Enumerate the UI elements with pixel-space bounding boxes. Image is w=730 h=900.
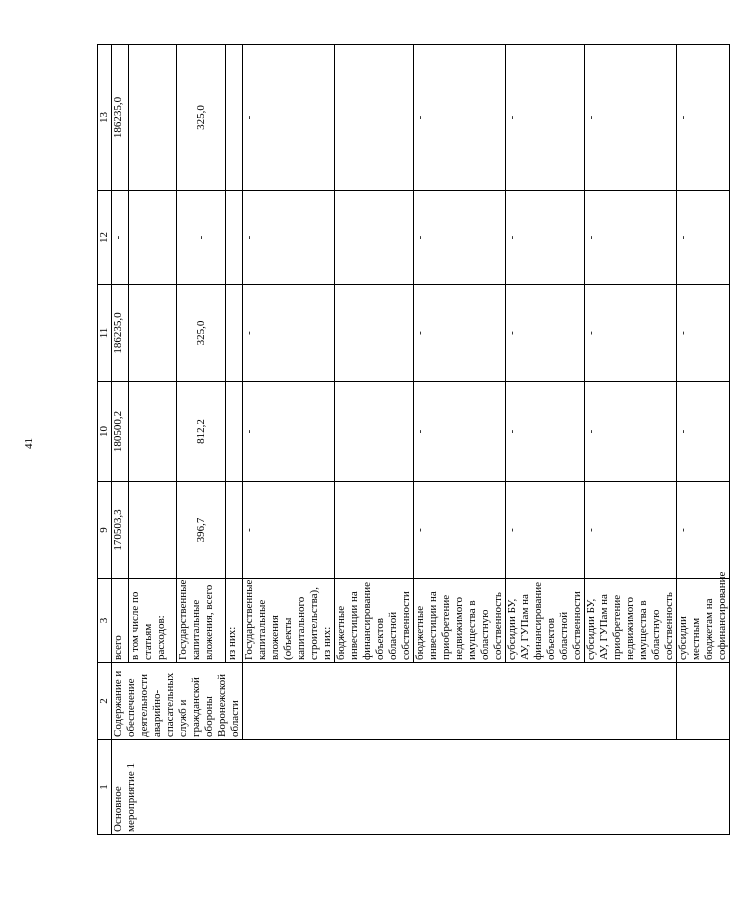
value-cell bbox=[226, 45, 243, 191]
value-cell: - bbox=[506, 285, 585, 382]
row-label: из них: bbox=[226, 579, 243, 663]
row-label: Государственные капитальные вложения (объекты капитального строительства), из них: bbox=[243, 579, 335, 663]
value-cell: - bbox=[585, 382, 677, 482]
value-cell: - bbox=[243, 45, 335, 191]
value-cell: 186235,0 bbox=[112, 45, 129, 191]
value-cell: - bbox=[585, 285, 677, 382]
table-row bbox=[243, 45, 335, 835]
value-cell bbox=[335, 482, 414, 579]
empty-cell bbox=[243, 663, 677, 740]
value-cell: - bbox=[243, 191, 335, 285]
value-cell: 170503,3 bbox=[112, 482, 129, 579]
value-cell: - bbox=[585, 482, 677, 579]
value-cell bbox=[335, 45, 414, 191]
row-label: Государственные капитальные вложения, всего bbox=[177, 579, 226, 663]
budget-table bbox=[97, 44, 730, 835]
value-cell: - bbox=[506, 382, 585, 482]
value-cell: - bbox=[414, 285, 506, 382]
page-number: 41 bbox=[23, 438, 35, 449]
value-cell: - bbox=[585, 191, 677, 285]
value-cell bbox=[128, 285, 177, 382]
value-cell bbox=[226, 382, 243, 482]
header-row bbox=[98, 45, 112, 835]
row-label: в том числе по статьям расходов: bbox=[128, 579, 177, 663]
value-cell: - bbox=[677, 382, 730, 482]
value-cell bbox=[226, 285, 243, 382]
value-cell bbox=[335, 285, 414, 382]
value-cell: - bbox=[677, 482, 730, 579]
header-cell: 1 bbox=[98, 740, 112, 835]
table-row bbox=[677, 45, 730, 835]
value-cell: - bbox=[243, 482, 335, 579]
value-cell bbox=[128, 482, 177, 579]
value-cell: - bbox=[112, 191, 129, 285]
row-label: бюджетные инвестиции на финансирование объектов областной собственности bbox=[335, 579, 414, 663]
value-cell bbox=[335, 382, 414, 482]
header-cell: 10 bbox=[98, 382, 112, 482]
value-cell: - bbox=[506, 191, 585, 285]
value-cell bbox=[128, 191, 177, 285]
value-cell bbox=[335, 191, 414, 285]
value-cell: - bbox=[677, 191, 730, 285]
row-label: всего bbox=[112, 579, 129, 663]
value-cell bbox=[226, 191, 243, 285]
value-cell: 180500,2 bbox=[112, 382, 129, 482]
row-label: субсидии БУ, АУ, ГУПам на приобретение недвижимого имущества в областную собственность bbox=[585, 579, 677, 663]
row-label: субсидии БУ, АУ, ГУПам на финансирование объектов областной собственности bbox=[506, 579, 585, 663]
value-cell bbox=[128, 382, 177, 482]
row-label: субсидии местным бюджетам на софинансирование bbox=[677, 579, 730, 663]
value-cell: 325,0 bbox=[177, 285, 226, 382]
value-cell: - bbox=[506, 482, 585, 579]
header-cell: 11 bbox=[98, 285, 112, 382]
value-cell: 812,2 bbox=[177, 382, 226, 482]
value-cell: - bbox=[677, 285, 730, 382]
value-cell bbox=[226, 482, 243, 579]
value-cell: - bbox=[414, 45, 506, 191]
header-cell: 13 bbox=[98, 45, 112, 191]
header-cell: 3 bbox=[98, 579, 112, 663]
value-cell bbox=[128, 45, 177, 191]
value-cell: 396,7 bbox=[177, 482, 226, 579]
value-cell: - bbox=[243, 285, 335, 382]
event-description-cell: Содержание и обеспечение деятельности аварийно-спасательных служб и гражданской обороны Воронежской области bbox=[112, 663, 243, 740]
value-cell: - bbox=[177, 191, 226, 285]
value-cell: 325,0 bbox=[177, 45, 226, 191]
value-cell: - bbox=[677, 45, 730, 191]
table-row bbox=[112, 45, 129, 835]
header-cell: 9 bbox=[98, 482, 112, 579]
value-cell: - bbox=[585, 45, 677, 191]
empty-cell bbox=[677, 663, 730, 740]
header-cell: 2 bbox=[98, 663, 112, 740]
row-label: бюджетные инвестиции на приобретение недвижимого имущества в областную собственность bbox=[414, 579, 506, 663]
value-cell: - bbox=[414, 191, 506, 285]
header-cell: 12 bbox=[98, 191, 112, 285]
value-cell: - bbox=[414, 482, 506, 579]
value-cell: - bbox=[243, 382, 335, 482]
value-cell: - bbox=[414, 382, 506, 482]
value-cell: 186235,0 bbox=[112, 285, 129, 382]
value-cell: - bbox=[506, 45, 585, 191]
event-name-cell: Основное мероприятие 1 bbox=[112, 740, 730, 835]
rotated-page bbox=[97, 45, 728, 835]
